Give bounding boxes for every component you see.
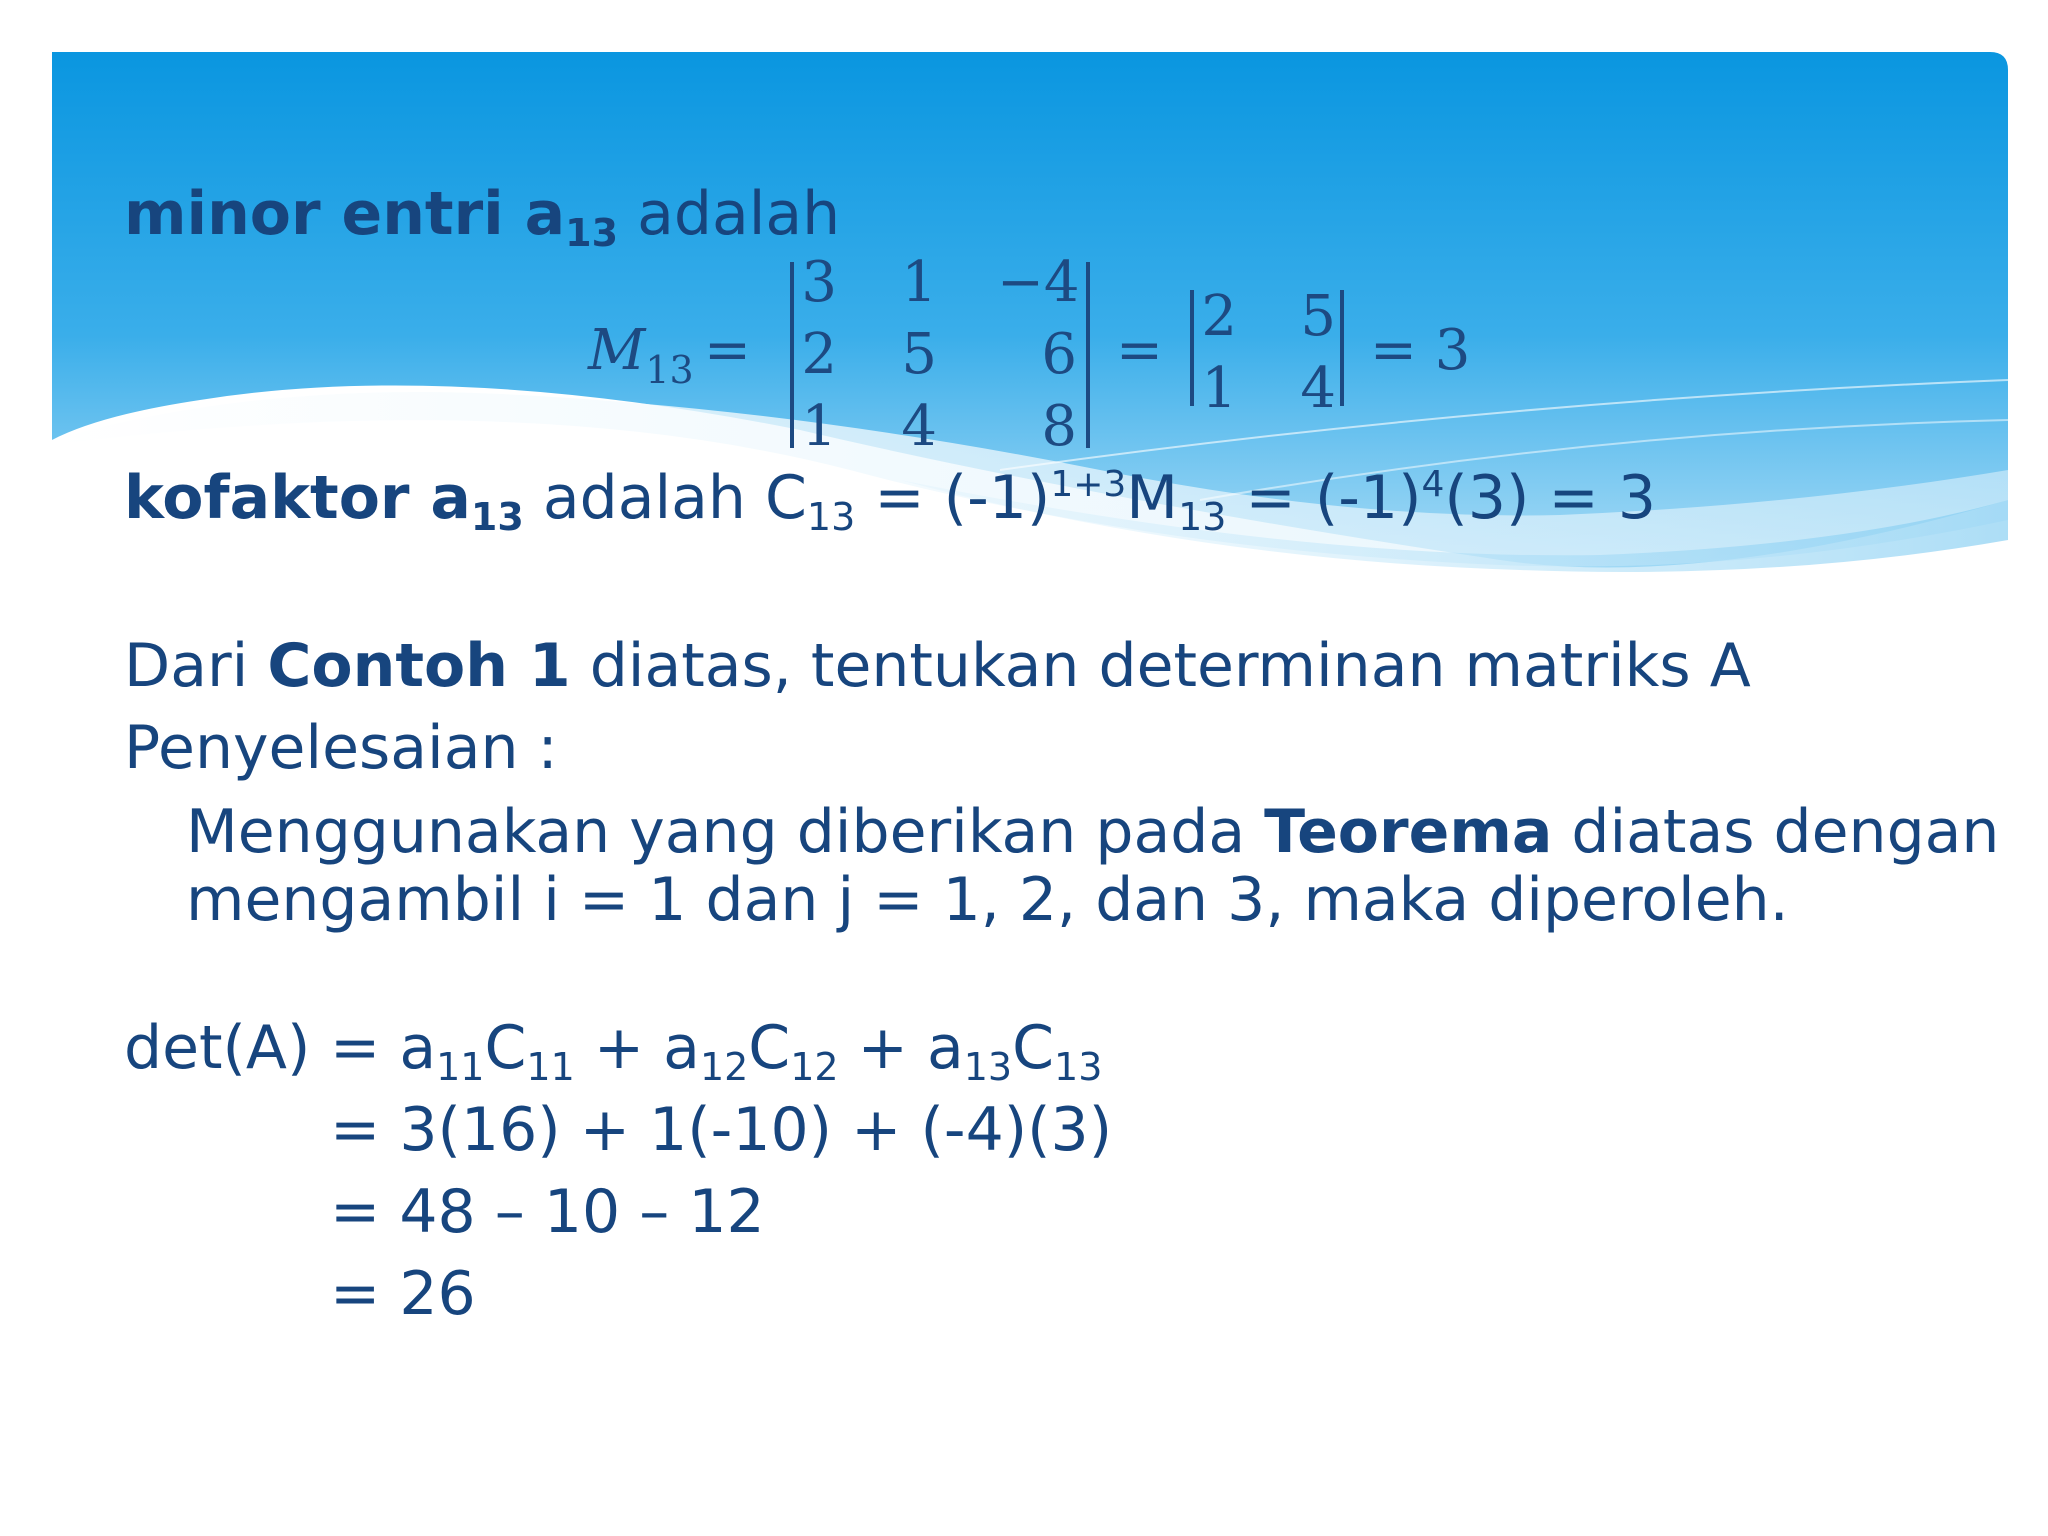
det-line-2: = 3(16) + 1(-10) + (-4)(3) (330, 1095, 1113, 1165)
minor-heading (124, 178, 841, 255)
minor-bold: minor entri a (124, 179, 566, 249)
m13-label: $M_{13}$ (588, 318, 694, 392)
minor-sub: 13 (565, 211, 619, 255)
small-matrix-cell: 5 (1300, 284, 1336, 349)
big-matrix-cell: 3 (801, 250, 837, 315)
big-matrix-right-bar (1086, 262, 1090, 448)
det-line-1: = $a_{11}C_{11} + a_{12}C_{12} + a_{13}C_{13}$ (330, 1013, 1103, 1089)
paragraph-line-1: Menggunakan yang diberikan pada Teorema diatas dengan (186, 797, 2000, 867)
small-matrix-right-bar (1340, 290, 1344, 406)
kofaktor-line: kofaktor $a_{13}$ adalah $C_{13} = (-1)^{1+3}M_{13} = (-1)^4(3) = 3$ (124, 463, 1656, 539)
big-matrix-cell: 2 (801, 322, 837, 387)
m13-eq2: = (1116, 318, 1163, 383)
solution-label: Penyelesaian : (124, 713, 558, 783)
big-matrix-cell: 1 (901, 250, 937, 315)
small-matrix-cell: 1 (1201, 356, 1237, 421)
question-line: Dari Contoh 1 diatas, tentukan determinan matriks A (124, 631, 1751, 701)
paragraph-line-2: mengambil i = 1 dan j = 1, 2, dan 3, maka diperoleh. (186, 865, 1789, 935)
big-matrix-cell: 4 (901, 394, 937, 459)
m13-result: = 3 (1370, 318, 1471, 383)
big-matrix-cell: 1 (801, 394, 837, 459)
big-matrix-cell: 8 (1041, 394, 1077, 459)
det-label: det(A) (124, 1013, 311, 1083)
m13-eq1: = (704, 318, 751, 383)
det-line-4: = 26 (330, 1259, 476, 1329)
det-line-3: = 48 – 10 – 12 (330, 1177, 765, 1247)
big-matrix-cell: 5 (901, 322, 937, 387)
small-matrix-cell: 2 (1201, 284, 1237, 349)
big-matrix-cell: −4 (997, 250, 1080, 315)
minor-rest: adalah (618, 179, 841, 249)
big-matrix-cell: 6 (1041, 322, 1077, 387)
small-matrix-cell: 4 (1300, 356, 1336, 421)
